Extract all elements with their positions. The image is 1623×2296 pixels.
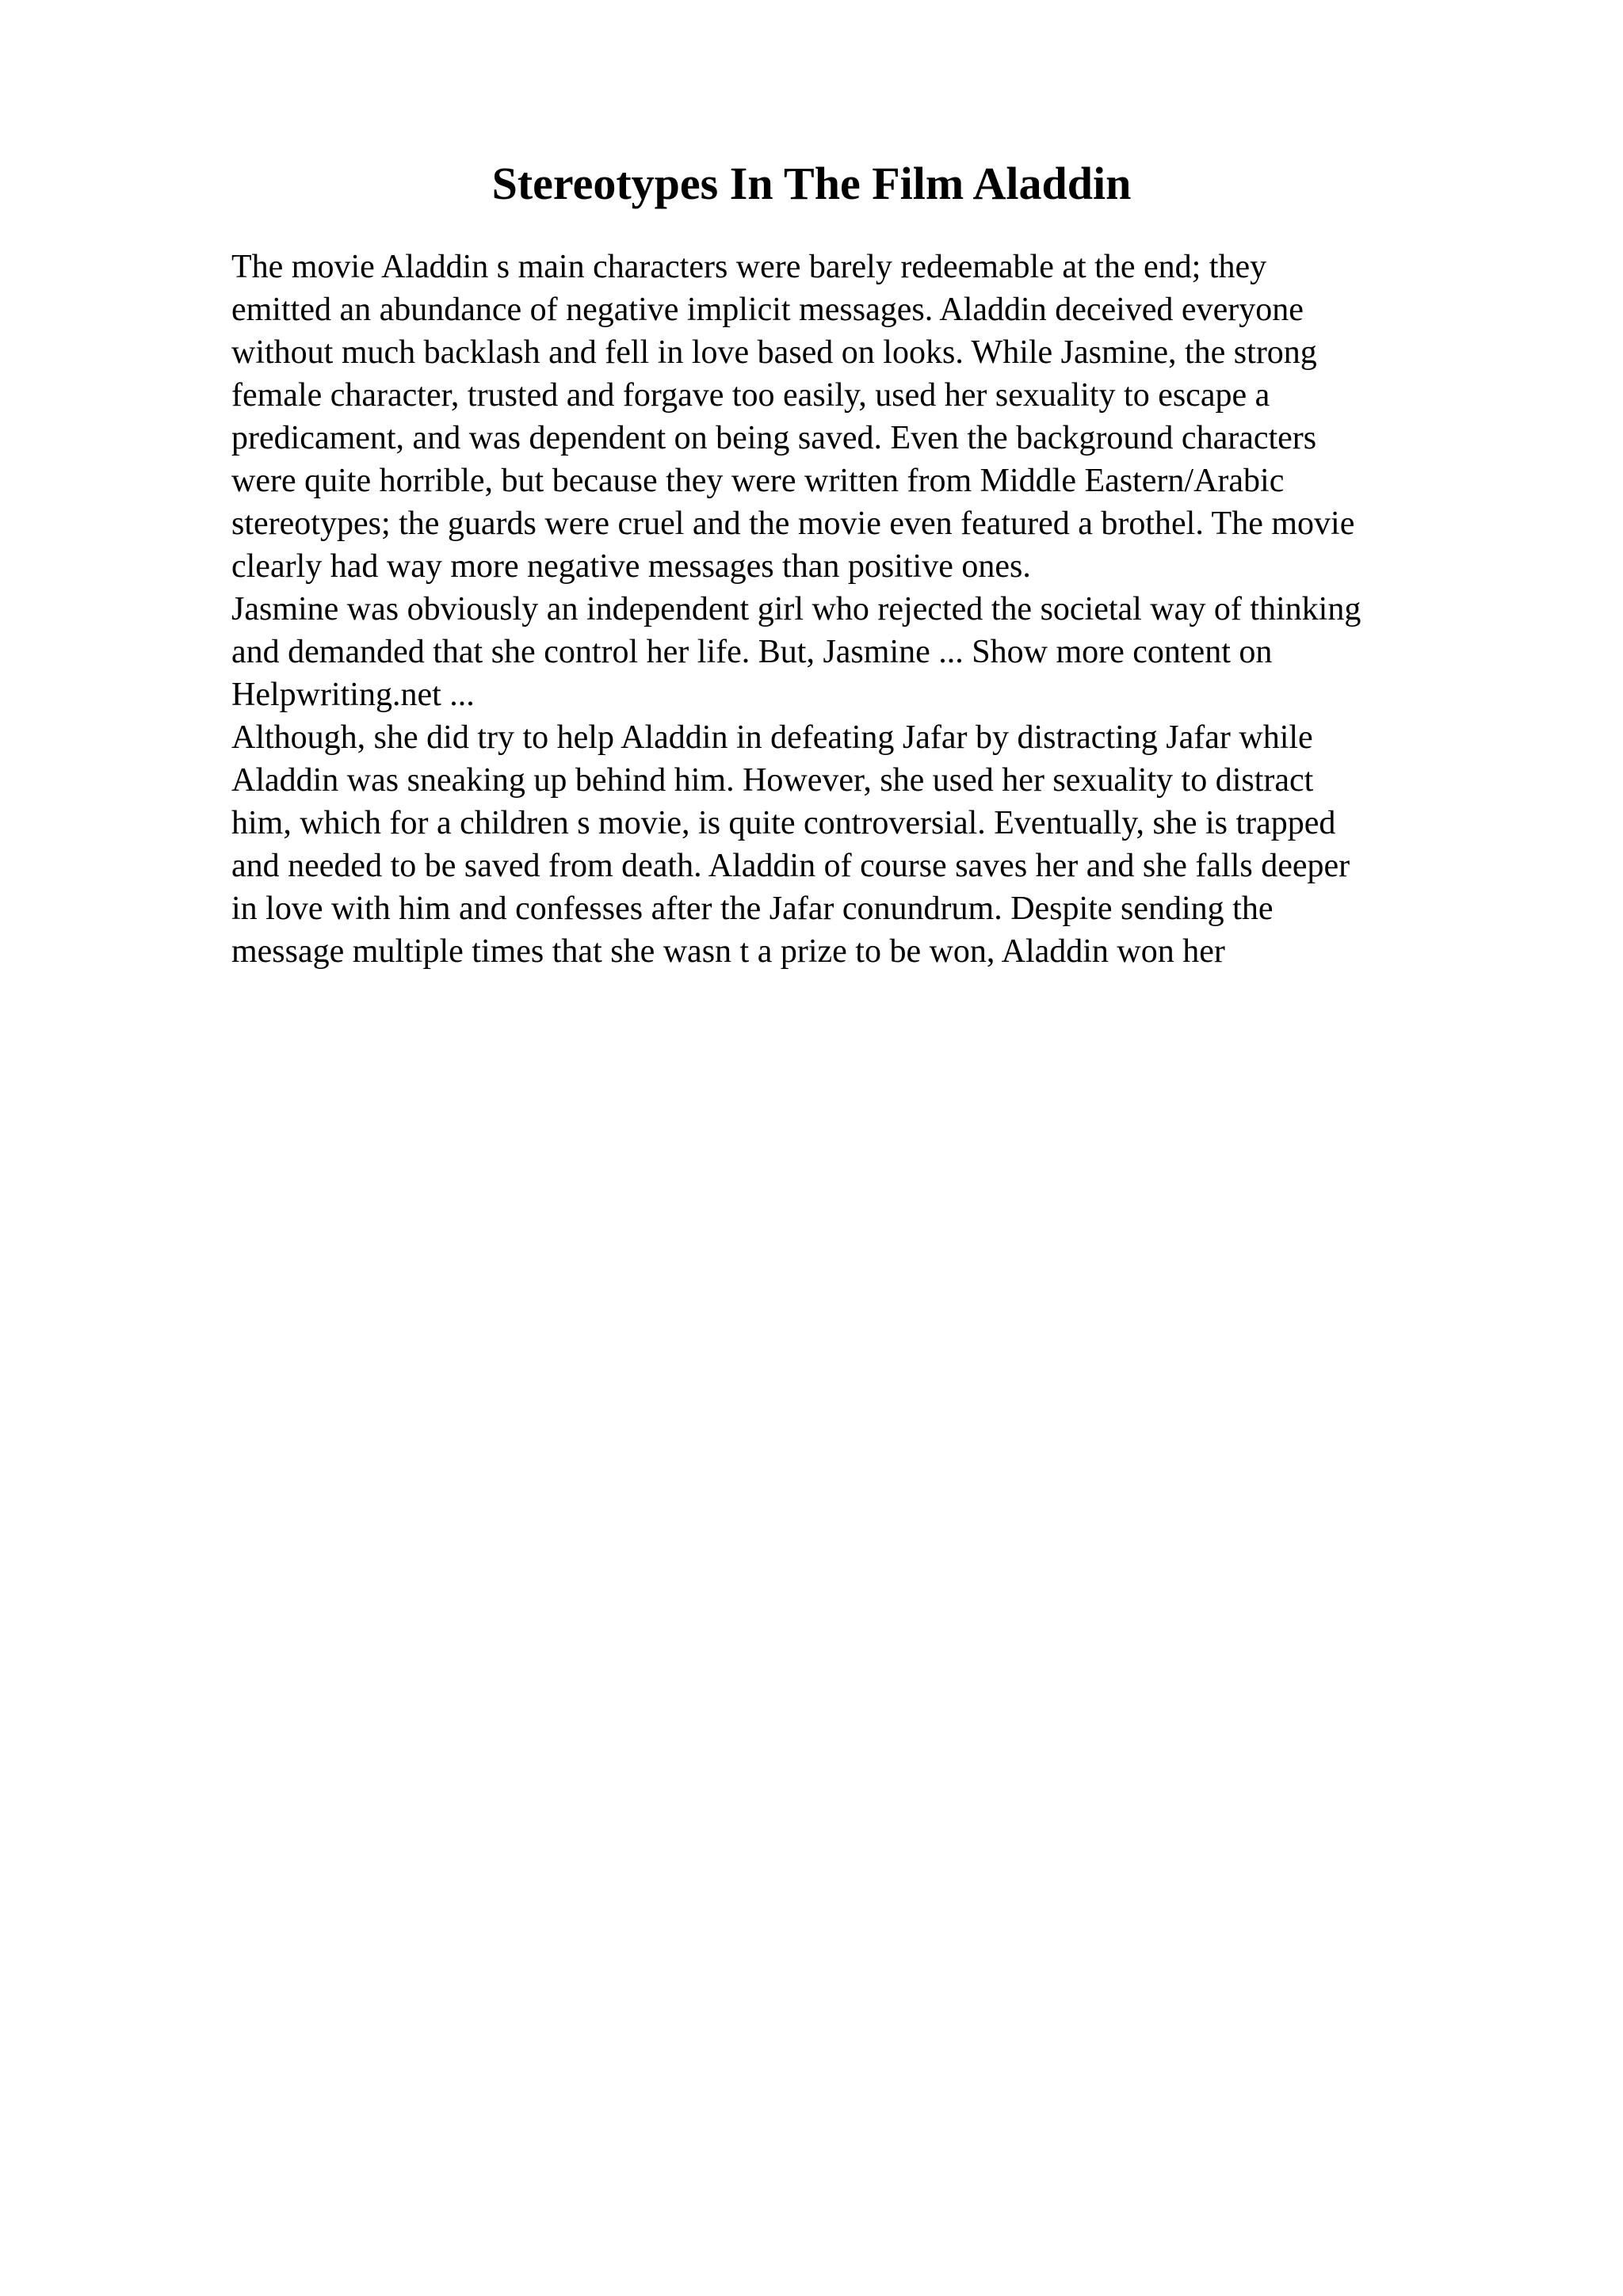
text-line: The movie Aladdin s main characters were barely redeemable at the end; they [231, 249, 1267, 285]
text-line: Although, she did try to help Aladdin in defeating Jafar by distracting Jafar while [231, 719, 1313, 756]
text-line: him, which for a children s movie, is quite controversial. Eventually, she is trapped [231, 805, 1336, 841]
text-line: predicament, and was dependent on being saved. Even the background characters [231, 420, 1317, 456]
text-line: Helpwriting.net ... [231, 677, 475, 713]
text-line: were quite horrible, but because they were written from Middle Eastern/Arabic [231, 463, 1285, 499]
text-line: and needed to be saved from death. Aladdin of course saves her and she falls deeper [231, 848, 1350, 884]
text-line: emitted an abundance of negative implicit messages. Aladdin deceived everyone [231, 292, 1304, 328]
text-line: Aladdin was sneaking up behind him. However, she used her sexuality to distract [231, 762, 1314, 799]
text-line: and demanded that she control her life. But, Jasmine ... Show more content on [231, 634, 1273, 670]
text-line: message multiple times that she wasn t a prize to be won, Aladdin won her [231, 933, 1225, 970]
text-line: clearly had way more negative messages than positive ones. [231, 548, 1031, 585]
text-line: stereotypes; the guards were cruel and the movie even featured a brothel. The movie [231, 505, 1355, 542]
text-line: without much backlash and fell in love based on looks. While Jasmine, the strong [231, 334, 1317, 371]
text-line: in love with him and confesses after the Jafar conundrum. Despite sending the [231, 891, 1274, 927]
text-line: Jasmine was obviously an independent girl who rejected the societal way of thinking [231, 591, 1361, 627]
text-line: female character, trusted and forgave too easily, used her sexuality to escape a [231, 377, 1270, 414]
document-body [231, 246, 1515, 973]
document-title: Stereotypes In The Film Aladdin [491, 158, 1132, 209]
